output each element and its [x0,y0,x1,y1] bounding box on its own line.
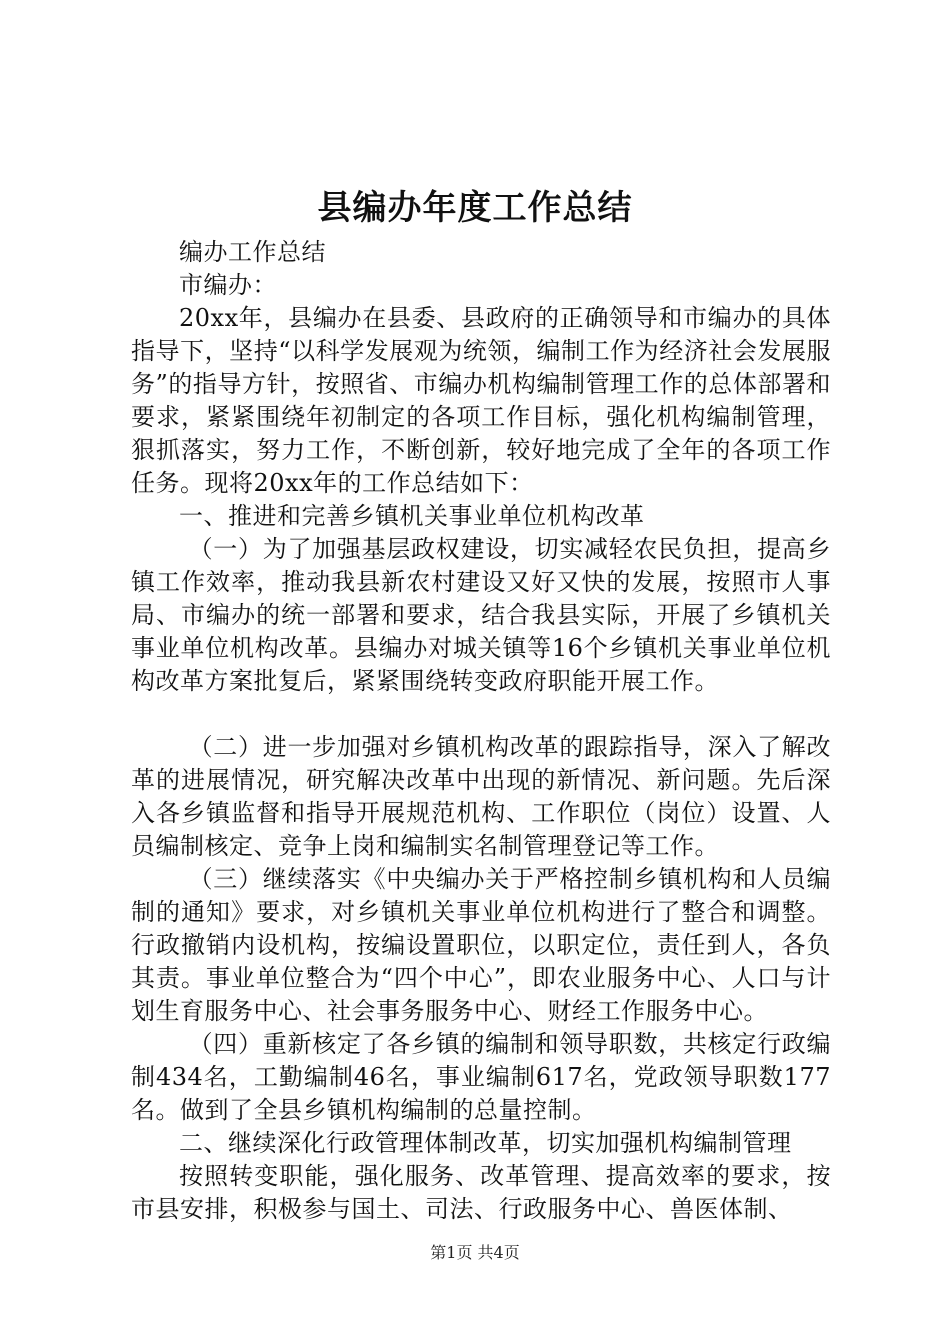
paragraph-intro: 20xx年，县编办在县委、县政府的正确领导和市编办的具体指导下，坚持“以科学发展观为统领，编制工作为经济社会发展服务”的指导方针，按照省、市编办机构编制管理工作的总体部署和要求，紧紧围绕年初制定的各项工作目标，强化机构编制管理，狠抓落实，努力工作，不断创新，较好地完成了全年的各项工作任务。现将20xx年的工作总结如下： [131,304,831,497]
section-heading-1: 一、推进和完善乡镇机关事业单位机构改革 [179,502,645,530]
paragraph-section-2: 按照转变职能，强化服务、改革管理、提高效率的要求，按市县安排，积极参与国土、司法、行政服务中心、兽医体制、 [131,1162,831,1223]
paragraph-subtitle: 编办工作总结 [179,238,326,266]
document-body [131,236,831,1226]
document-title: 县编办年度工作总结 [317,188,633,228]
paragraph-item-4: （四）重新核定了各乡镇的编制和领导职数，共核定行政编制434名，工勤编制46名，事业编制617名，党政领导职数177名。做到了全县乡镇机构编制的总量控制。 [131,1030,831,1124]
paragraph-item-2: （二）进一步加强对乡镇机构改革的跟踪指导，深入了解改革的进展情况，研究解决改革中出现的新情况、新问题。先后深入各乡镇监督和指导开展规范机构、工作职位（岗位）设置、人员编制核定、竞争上岗和编制实名制管理登记等工作。 [131,733,831,860]
paragraph-item-1: （一）为了加强基层政权建设，切实减轻农民负担，提高乡镇工作效率，推动我县新农村建设又好又快的发展，按照市人事局、市编办的统一部署和要求，结合我县实际，开展了乡镇机关事业单位机构改革。县编办对城关镇等16个乡镇机关事业单位机构改革方案批复后，紧紧围绕转变政府职能开展工作。 [131,535,831,695]
paragraph-item-3: （三）继续落实《中央编办关于严格控制乡镇机构和人员编制的通知》要求，对乡镇机关事业单位机构进行了整合和调整。行政撤销内设机构，按编设置职位，以职定位，责任到人，各负其责。事业单位整合为“四个中心”，即农业服务中心、人口与计划生育服务中心、社会事务服务中心、财经工作服务中心。 [131,865,831,1025]
page-number: 第1页 共4页 [430,1243,520,1262]
paragraph-salutation: 市编办： [179,271,277,299]
section-heading-2: 二、继续深化行政管理体制改革，切实加强机构编制管理 [179,1129,792,1157]
